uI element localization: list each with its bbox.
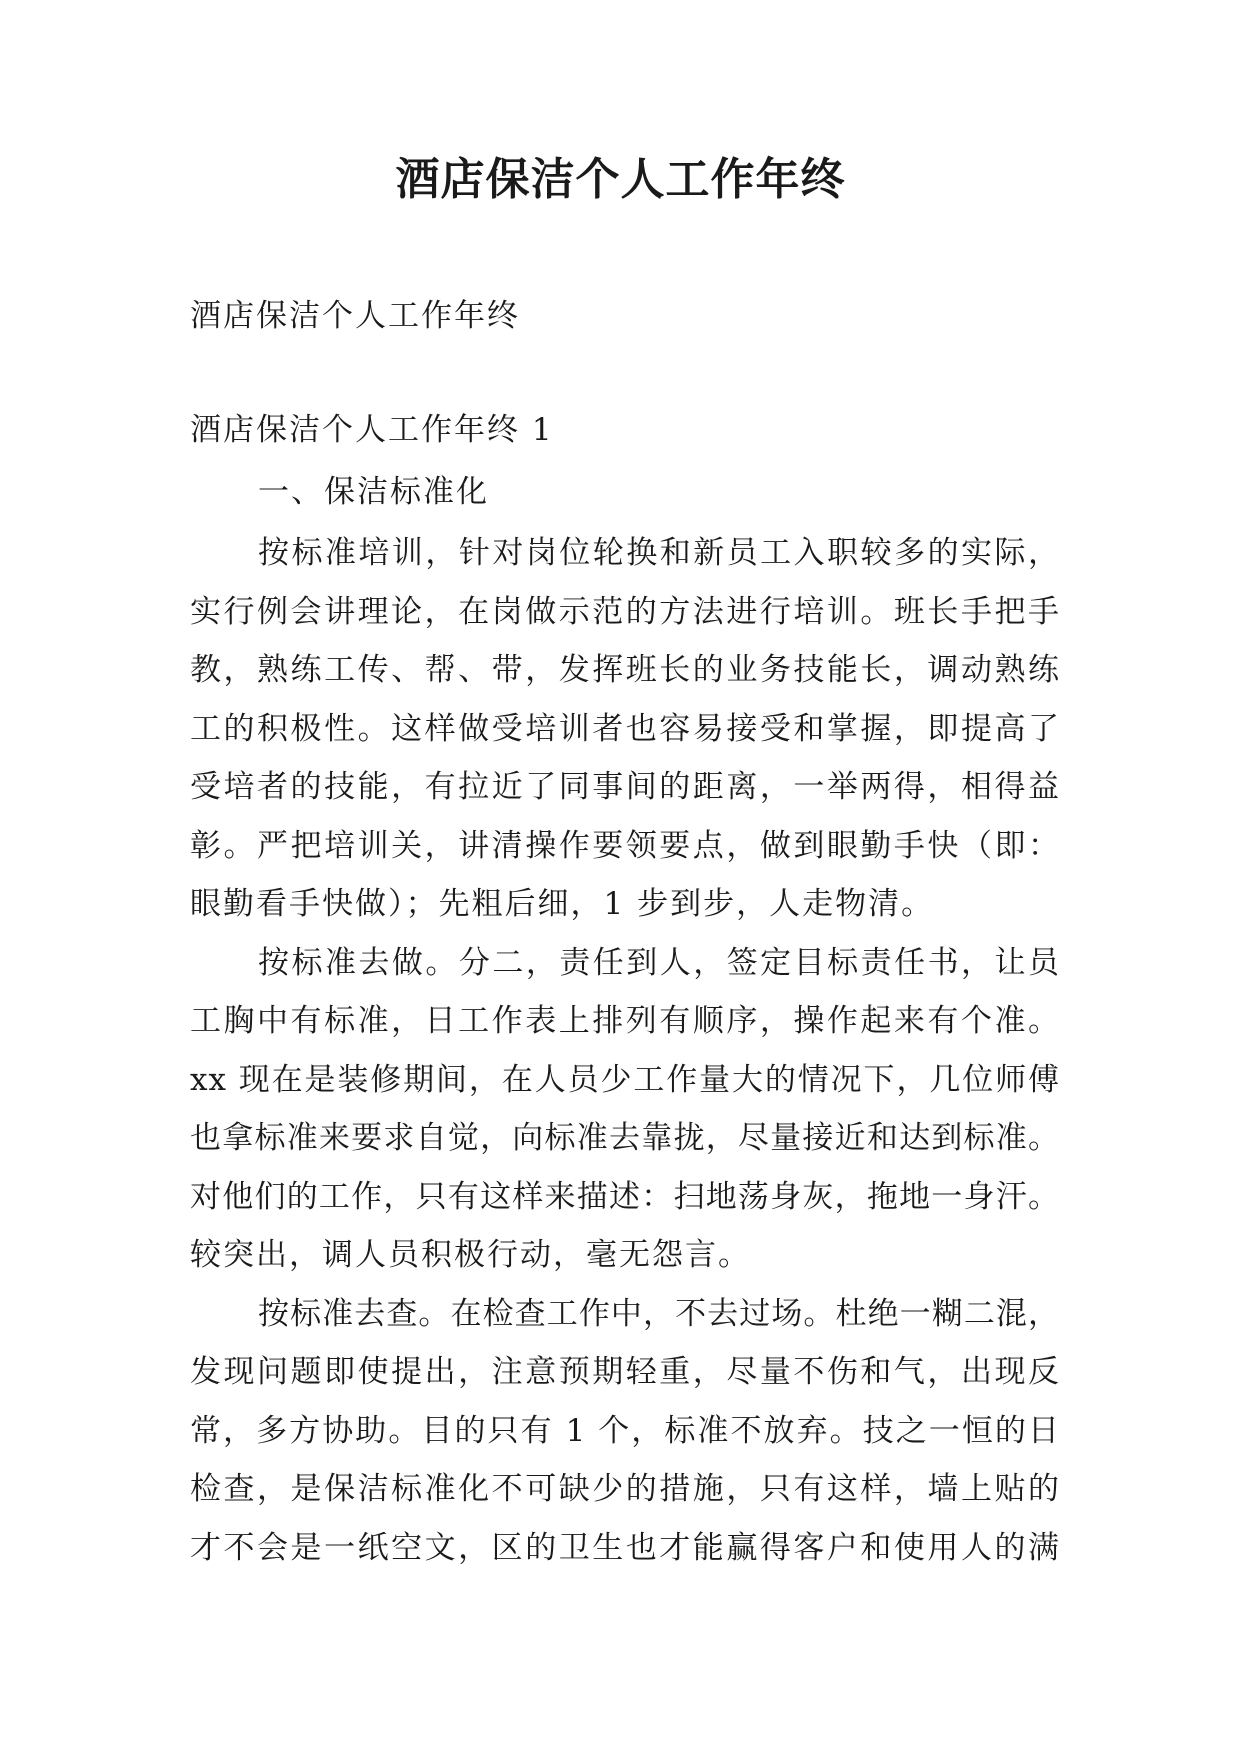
text-line: 教，熟练工传、帮、带，发挥班长的业务技能长，调动熟练: [190, 652, 1060, 688]
text-line: 按标准培训，针对岗位轮换和新员工入职较多的实际，: [258, 535, 1060, 571]
text-line: 常，多方协助。目的只有 1 个，标准不放弃。技之一恒的日: [190, 1412, 1060, 1449]
text-line: 发现问题即使提出，注意预期轻重，尽量不伤和气，出现反: [190, 1354, 1060, 1390]
text-line: 工胸中有标准，日工作表上排列有顺序，操作起来有个准。: [190, 1003, 1060, 1039]
document-title: 酒店保洁个人工作年终: [395, 154, 846, 205]
text-line: 实行例会讲理论，在岗做示范的方法进行培训。班长手把手: [190, 593, 1060, 630]
text-line: 也拿标准来要求自觉，向标准去靠拢，尽量接近和达到标准。: [190, 1120, 1060, 1156]
text-line: 较突出，调人员积极行动，毫无怨言。: [190, 1237, 751, 1273]
text-line: 按标准去做。分二，责任到人，签定目标责任书，让员: [258, 944, 1060, 981]
text-line: 彰。严把培训关，讲清操作要领要点，做到眼勤手快（即：: [190, 827, 1060, 864]
text-line: 眼勤看手快做）；先粗后细，1 步到步，人走物清。: [190, 886, 935, 922]
body-text: [190, 524, 1060, 1577]
text-line: 对他们的工作，只有这样来描述：扫地荡身灰，拖地一身汗。: [190, 1178, 1060, 1215]
text-line: 检查，是保洁标准化不可缺少的措施，只有这样，墙上贴的: [190, 1471, 1060, 1507]
text-line: 按标准去查。在检查工作中，不去过场。杜绝一糊二混，: [258, 1295, 1060, 1332]
section-title: 酒店保洁个人工作年终 1: [190, 412, 554, 448]
text-line: 受培者的技能，有拉近了同事间的距离，一举两得，相得益: [190, 769, 1060, 805]
document-subtitle: 酒店保洁个人工作年终: [190, 298, 520, 334]
text-line: xx 现在是装修期间，在人员少工作量大的情况下，几位师傅: [190, 1061, 1060, 1098]
heading-standardization: 一、保洁标准化: [258, 474, 489, 510]
text-line: 才不会是一纸空文，区的卫生也才能赢得客户和使用人的满: [190, 1529, 1060, 1566]
text-line: 工的积极性。这样做受培训者也容易接受和掌握，即提高了: [190, 710, 1060, 747]
